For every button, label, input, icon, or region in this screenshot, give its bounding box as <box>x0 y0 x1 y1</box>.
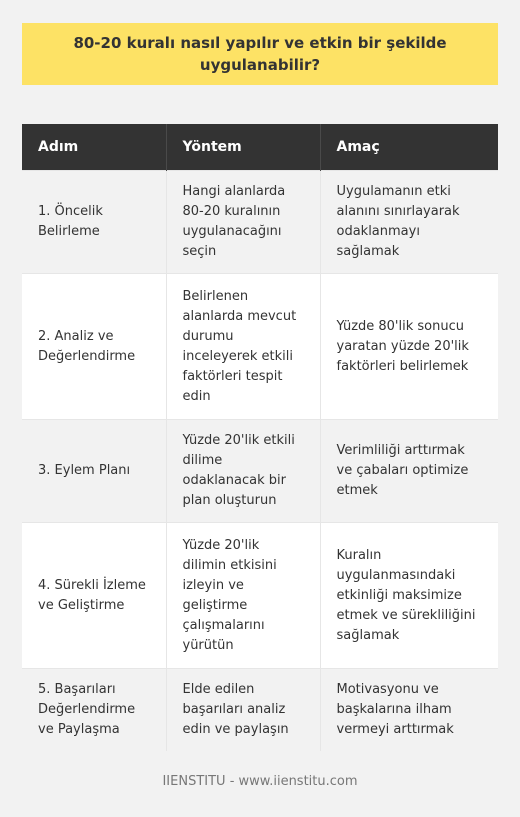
step-cell: 2. Analiz ve Değerlendirme <box>22 274 166 420</box>
table-row <box>22 171 498 274</box>
step-cell: 1. Öncelik Belirleme <box>22 171 166 274</box>
table-row <box>22 420 498 523</box>
step-cell: 5. Başarıları Değerlendirme ve Paylaşma <box>22 669 166 751</box>
purpose-cell: Uygulamanın etki alanını sınırlayarak odaklanmayı sağlamak <box>320 171 498 274</box>
table-row <box>22 523 498 669</box>
method-cell: Yüzde 20'lik dilimin etkisini izleyin ve geliştirme çalışmalarını yürütün <box>166 523 320 669</box>
column-header-step: Adım <box>22 124 166 171</box>
method-cell: Elde edilen başarıları analiz edin ve paylaşın <box>166 669 320 751</box>
page-title: 80-20 kuralı nasıl yapılır ve etkin bir şekilde uygulanabilir? <box>73 34 447 74</box>
purpose-cell: Kuralın uygulanmasındaki etkinliği maksimize etmek ve sürekliliğini sağlamak <box>320 523 498 669</box>
column-header-purpose: Amaç <box>320 124 498 171</box>
purpose-cell: Yüzde 80'lik sonucu yaratan yüzde 20'lik faktörleri belirlemek <box>320 274 498 420</box>
method-cell: Belirlenen alanlarda mevcut durumu inceleyerek etkili faktörleri tespit edin <box>166 274 320 420</box>
table-row <box>22 669 498 751</box>
step-cell: 4. Sürekli İzleme ve Geliştirme <box>22 523 166 669</box>
method-cell: Hangi alanlarda 80-20 kuralının uygulanacağını seçin <box>166 171 320 274</box>
title-banner <box>22 23 498 85</box>
column-header-method: Yöntem <box>166 124 320 171</box>
step-cell: 3. Eylem Planı <box>22 420 166 523</box>
purpose-cell: Verimliliği arttırmak ve çabaları optimize etmek <box>320 420 498 523</box>
method-cell: Yüzde 20'lik etkili dilime odaklanacak bir plan oluşturun <box>166 420 320 523</box>
table-row <box>22 274 498 420</box>
steps-table <box>22 124 498 751</box>
footer-credit: IIENSTITU - www.iienstitu.com <box>162 774 358 789</box>
purpose-cell: Motivasyonu ve başkalarına ilham vermeyi arttırmak <box>320 669 498 751</box>
table-header-row <box>22 124 498 171</box>
